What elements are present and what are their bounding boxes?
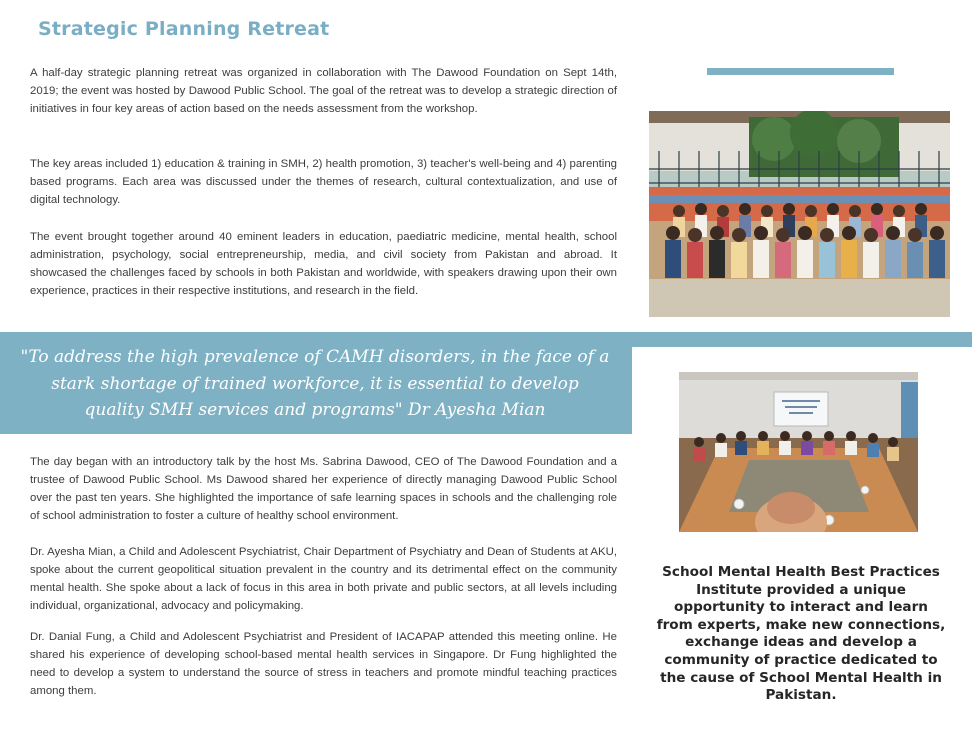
paragraph-danial-fung: Dr. Danial Fung, a Child and Adolescent Psychiatrist and President of IACAPAP attended this meeting online. He shared his experience of developing school-based mental health services in Singapore. Dr Fung highlighted the need to develop a system to understand the source of stress in teachers and promote mindful teaching practices among them. — [30, 631, 617, 698]
group-photo — [649, 111, 950, 317]
quote-line: "To address the high prevalence of CAMH disorders, in the face of a — [20, 347, 610, 367]
accent-strip — [632, 332, 972, 347]
meeting-photo — [679, 372, 918, 532]
group-photo-illustration — [649, 111, 950, 317]
paragraph-sabrina-dawood: The day began with an introductory talk by the host Ms. Sabrina Dawood, CEO of The Dawood Foundation and a trustee of Dawood Public School. Ms Dawood shared her experience of directly managing Dawood Public School over the past ten years. She highlighted the importance of safe learning spaces in schools and the challenging role of school administration to foster a culture of healthy school environment. — [30, 456, 617, 523]
quote-line: stark shortage of trained workforce, it is essential to develop — [51, 373, 579, 394]
quote-line: quality SMH services and programs" Dr Ayesha Mian — [84, 400, 546, 420]
page-title: Strategic Planning Retreat — [38, 18, 330, 40]
paragraph-ayesha-mian: Dr. Ayesha Mian, a Child and Adolescent Psychiatrist, Chair Department of Psychiatry and Dean of Students at AKU, spoke about the current geopolitical situation prevalent in the country and its detrimental effect on the community mental health. She spoke about a lack of focus in this area in both private and public sectors, at all levels including individual, organizational, advocacy and policymaking. — [30, 546, 617, 613]
callout-text: School Mental Health Best Practices Institute provided a unique opportunity to interact and learn from experts, make new connections, exchange ideas and develop a community of practice dedicated to the cause of School Mental Health in Pakistan. — [656, 564, 946, 704]
pull-quote — [20, 344, 610, 424]
paragraph-event: The event brought together around 40 eminent leaders in education, paediatric medicine, mental health, school administration, psychology, social entrepreneurship, media, and civil society from Pakistan and abroad. It showcased the challenges faced by schools in both Pakistan and worldwide, with speakers drawing upon their own experience, practices in their respective institutions, and research in the field. — [30, 231, 617, 298]
accent-bar — [707, 68, 894, 75]
paragraph-key-areas: The key areas included 1) education & training in SMH, 2) health promotion, 3) teacher's well-being and 4) parenting based programs. Each area was discussed under the themes of research, cultural contextualization, and use of digital technology. — [30, 158, 617, 207]
paragraph-intro: A half-day strategic planning retreat was organized in collaboration with The Dawood Foundation on Sept 14th, 2019; the event was hosted by Dawood Public School. The goal of the retreat was to develop a strategic direction of initiatives in four key areas of action based on the needs assessment from the workshop. — [30, 67, 617, 116]
meeting-photo-illustration — [679, 372, 918, 532]
